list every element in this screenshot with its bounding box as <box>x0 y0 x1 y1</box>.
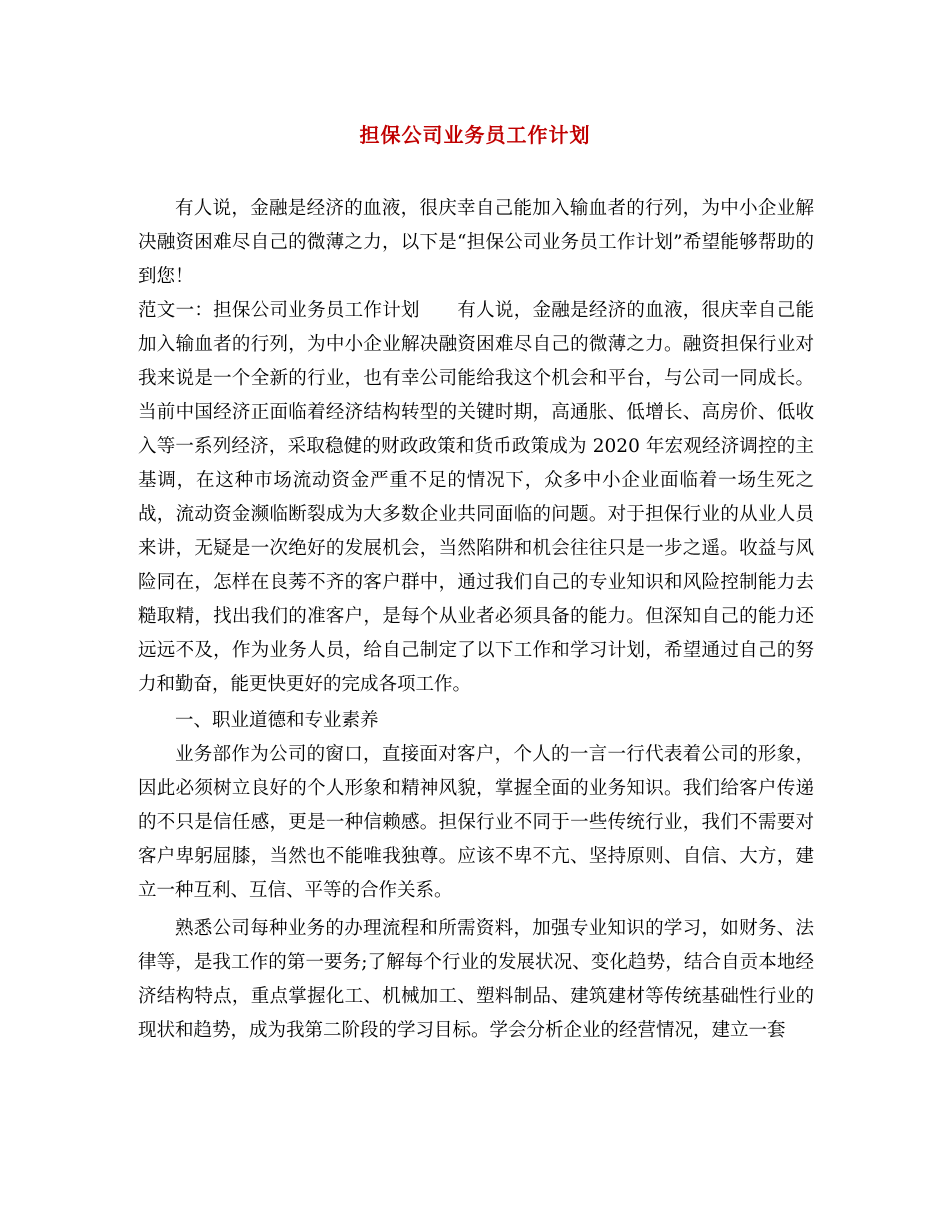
section-heading: 一、职业道德和专业素养 <box>175 710 379 731</box>
body-paragraph-1: 业务部作为公司的窗口，直接面对客户，个人的一言一行代表着公司的形象，因此必须树立良好的个人形象和精神风貌，掌握全面的业务知识。我们给客户传递的不只是信任感，更是一种信赖感。担保行业不同于一些传统行业，我们不需要对客户卑躬屈膝，当然也不能唯我独尊。应该不卑不亢、坚持原则、自信、大方，建立一种互利、互信、平等的合作关系。 <box>138 744 814 901</box>
intro-paragraph: 有人说，金融是经济的血液，很庆幸自己能加入输血者的行列，为中小企业解决融资困难尽自己的微薄之力，以下是“担保公司业务员工作计划”希望能够帮助的到您！ <box>138 198 814 287</box>
document-title: 担保公司业务员工作计划 <box>359 123 591 147</box>
body-paragraph-2: 熟悉公司每种业务的办理流程和所需资料，加强专业知识的学习，如财务、法律等，是我工作的第一要务;了解每个行业的发展状况、变化趋势，结合自贡本地经济结构特点，重点掌握化工、机械加工、塑料制品、建筑建材等传统基础性行业的现状和趋势，成为我第二阶段的学习目标。学会分析企业的经营情况，建立一套 <box>138 918 814 1041</box>
document-body <box>138 192 814 1048</box>
sample-one-paragraph: 范文一：担保公司业务员工作计划 有人说，金融是经济的血液，很庆幸自己能加入输血者的行列，为中小企业解决融资困难尽自己的微薄之力。融资担保行业对我来说是一个全新的行业，也有幸公司能给我这个机会和平台，与公司一同成长。当前中国经济正面临着经济结构转型的关键时期，高通胀、低增长、高房价、低收入等一系列经济，采取稳健的财政政策和货币政策成为 2020 年宏观经济调控的主基调，在这种市场流动资金严重不足的情况下，众多中小企业面临着一场生死之战，流动资金濒临断裂成为大多数企业共同面临的问题。对于担保行业的从业人员来讲，无疑是一次绝好的发展机会，当然陷阱和机会往往只是一步之遥。收益与风险同在，怎样在良莠不齐的客户群中，通过我们自己的专业知识和风险控制能力去糙取精，找出我们的准客户，是每个从业者必须具备的能力。但深知自己的能力还远远不及，作为业务人员，给自己制定了以下工作和学习计划，希望通过自己的努力和勤奋，能更快更好的完成各项工作。 <box>138 300 814 695</box>
